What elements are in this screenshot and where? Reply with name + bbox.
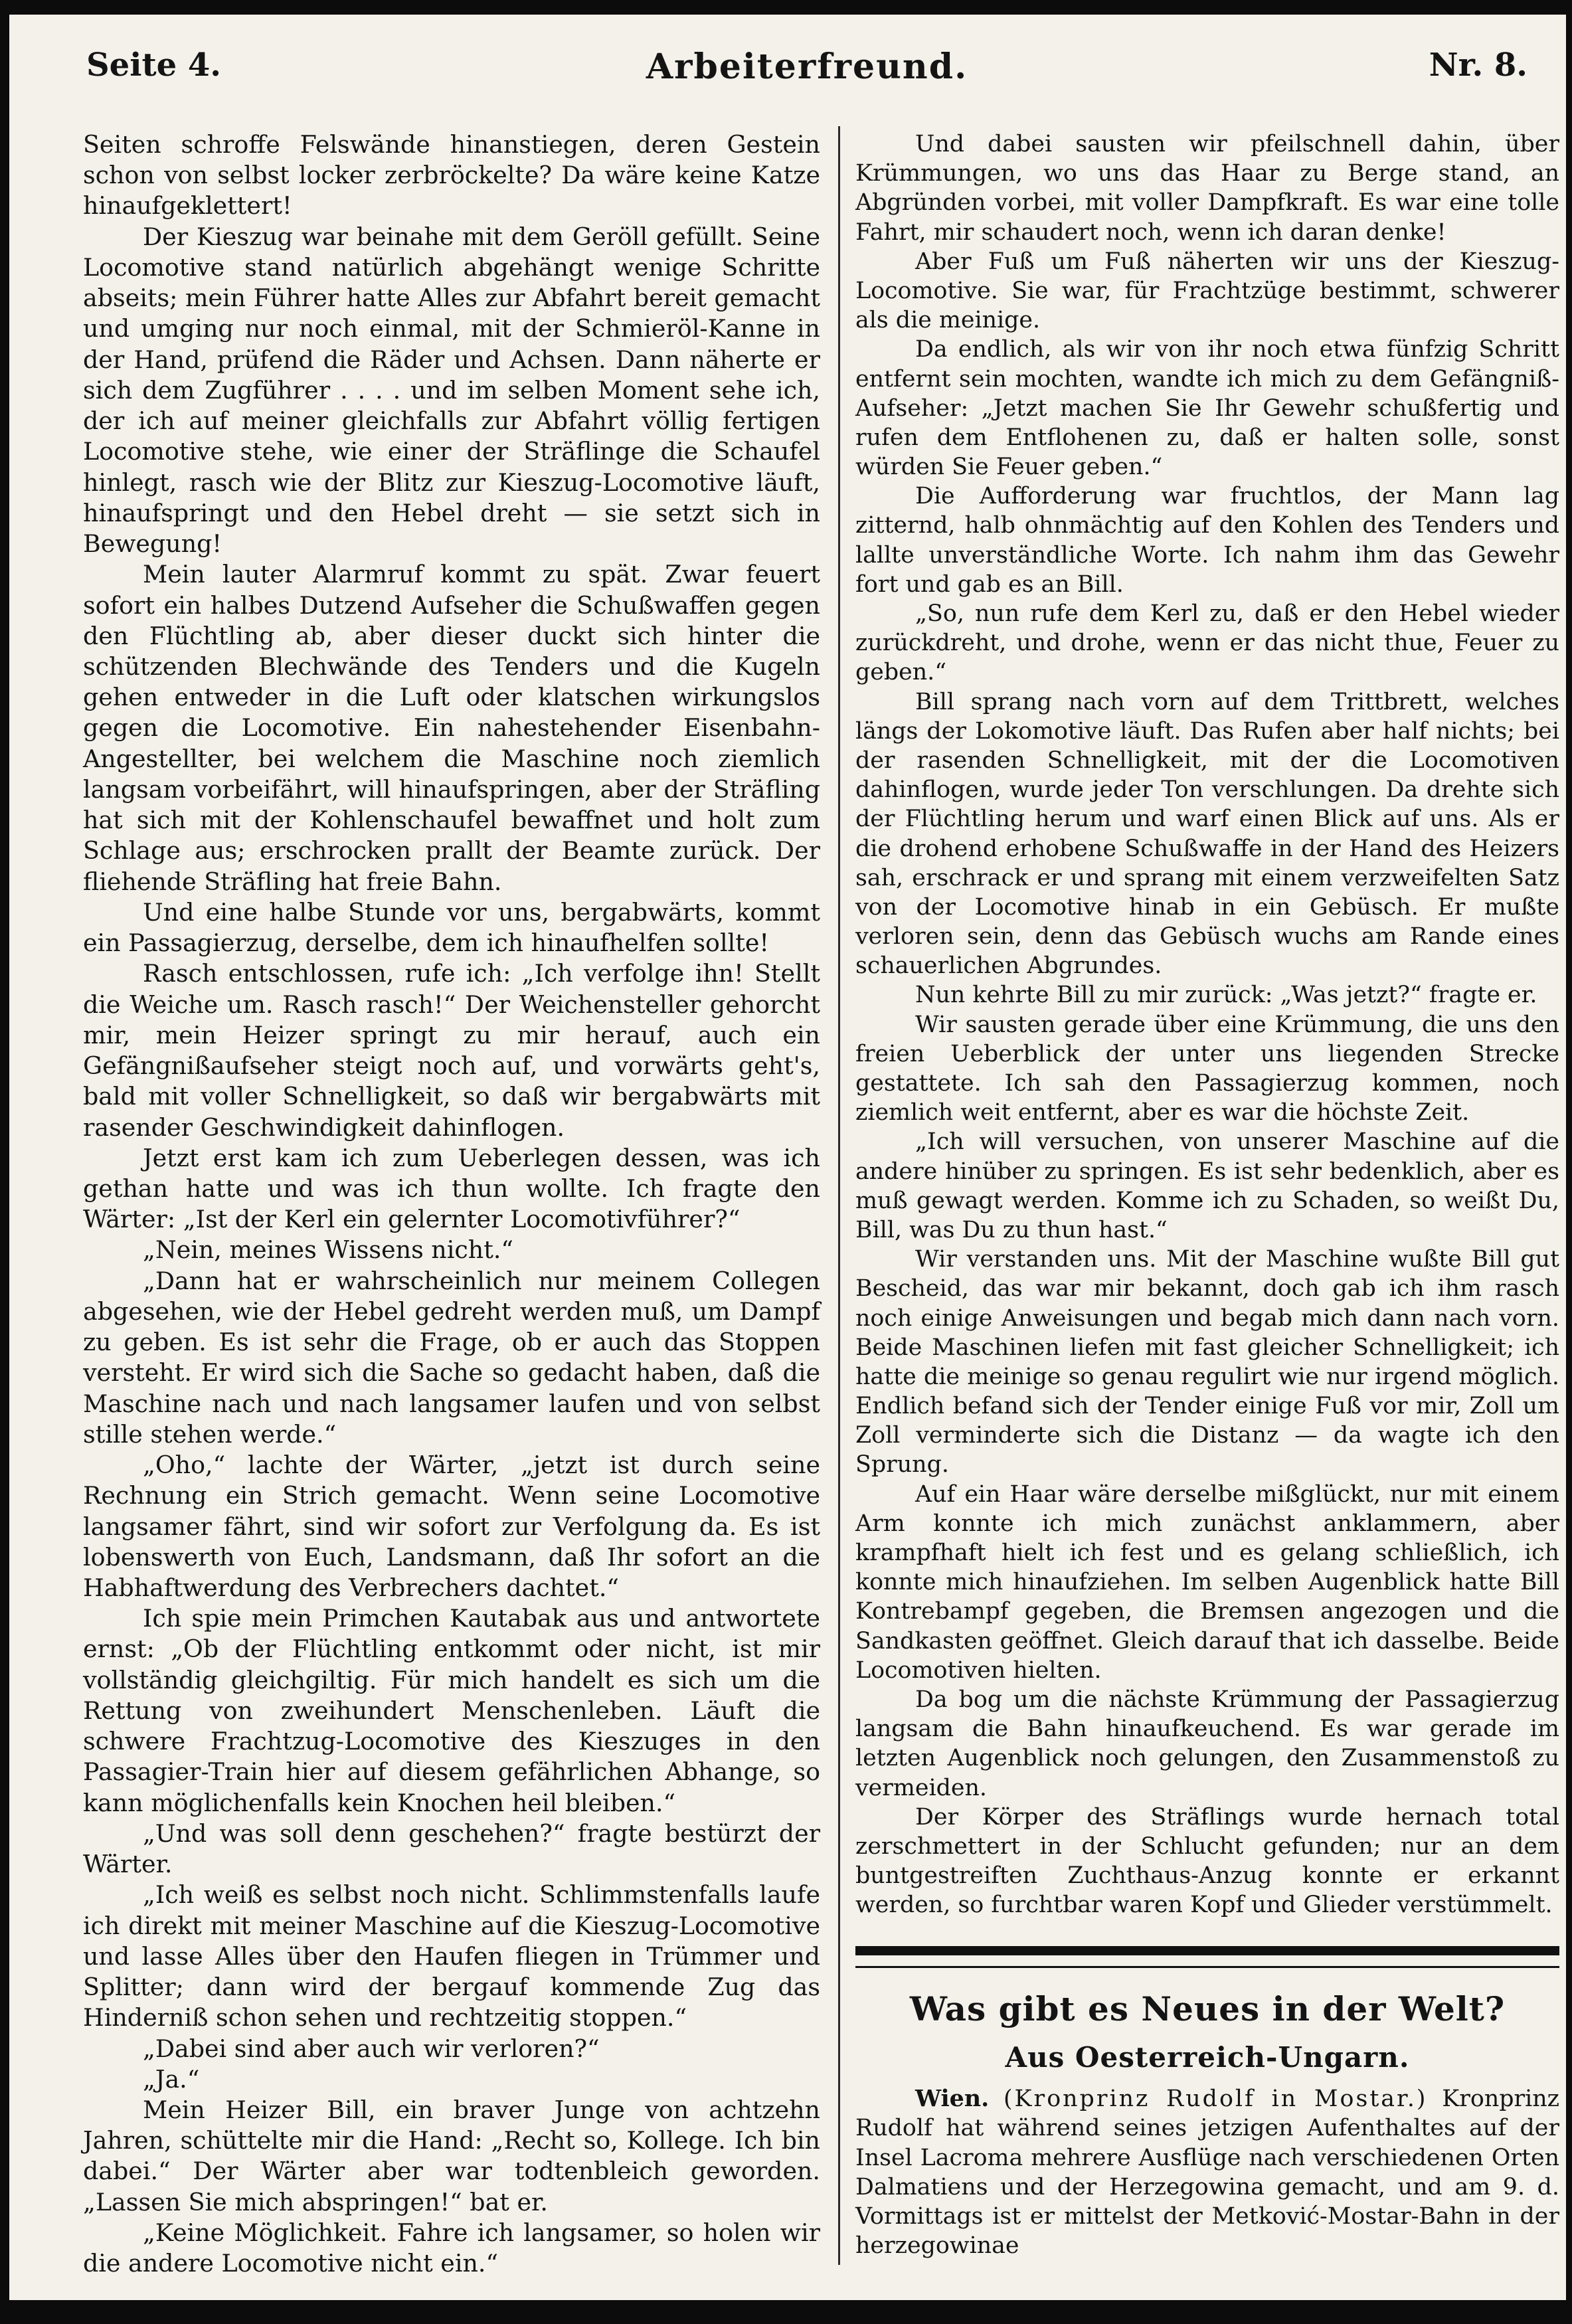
- story-paragraph: „Ich weiß es selbst noch nicht. Schlimmstenfalls laufe ich direkt mit meiner Maschine auf die Kieszug-Locomotive und lasse Alles über den Haufen fliegen in Trümmer und Splitter; dann wird der bergauf kommende Zug das Hinderniß schon sehen und rechtzeitig stoppen.“: [83, 1880, 820, 2032]
- news-headline: (Kronprinz Rudolf in Mostar.): [1003, 2086, 1428, 2113]
- left-column: [83, 130, 820, 2279]
- story-paragraph: Nun kehrte Bill zu mir zurück: „Was jetzt?“ fragte er.: [915, 982, 1537, 1009]
- news-section-title: Was gibt es Neues in der Welt?: [909, 1989, 1506, 2029]
- story-paragraph: „Oho,“ lachte der Wärter, „jetzt ist durch seine Rechnung ein Strich gemacht. Wenn seine Locomotive langsamer fährt, sind wir sofort zur Verfolgung da. Es ist lobenswerth von Euch, Landsmann, daß Ihr sofort an die Habhaftwerdung des Verbrechers dachtet.“: [83, 1451, 820, 1603]
- story-paragraph: Wir verstanden uns. Mit der Maschine wußte Bill gut Bescheid, das war mir bekannt, doch gab ich ihm rasch noch einige Anweisungen und begab mich dann nach vorn. Beide Maschinen liefen mit fast gleicher Schnelligkeit; ich hatte die meinige so genau regulirt wie nur irgend möglich. Endlich befand sich der Tender einige Fuß vor mir, Zoll um Zoll verminderte sich die Distanz — da wagte ich den Sprung.: [855, 1246, 1559, 1478]
- issue-number: Nr. 8.: [1429, 46, 1528, 84]
- news-dateline: Wien.: [915, 2085, 990, 2113]
- story-paragraph: Die Aufforderung war fruchtlos, der Mann lag zitternd, halb ohnmächtig auf den Kohlen des Tenders und lallte unverständliche Worte. Ich nahm ihm das Gewehr fort und gab es an Bill.: [855, 483, 1559, 598]
- news-body: Kronprinz Rudolf hat während seines jetzigen Aufenthaltes auf der Insel Lacroma mehrere Ausflüge nach verschiedenen Orten Dalmatiens und der Herzegowina gemacht, und am 9. d. Vormittags ist er mittelst der Metković-Mostar-Bahn in der herzegowinae: [855, 2086, 1560, 2260]
- story-paragraph: Seiten schroffe Felswände hinanstiegen, deren Gestein schon von selbst locker zerbröckelte? Da wäre keine Katze hinaufgeklettert!: [83, 130, 820, 221]
- section-rule-thin: [855, 1966, 1559, 1968]
- story-paragraph: Wir sausten gerade über eine Krümmung, die uns den freien Ueberblick der unter uns liegenden Strecke gestattete. Ich sah den Passagierzug kommen, noch ziemlich weit entfernt, aber es war die höchste Zeit.: [855, 1011, 1559, 1126]
- story-paragraph: Mein lauter Alarmruf kommt zu spät. Zwar feuert sofort ein halbes Dutzend Aufseher die Schußwaffen gegen den Flüchtling ab, aber dieser duckt sich hinter die schützenden Blechwände des Tenders und die Kugeln gehen entweder in die Luft oder klatschen wirkungslos gegen die Locomotive. Ein nahestehender Eisenbahn-Angestellter, bei welchem die Maschine noch ziemlich langsam vorbeifährt, will hinaufspringen, aber der Sträfling hat sich mit der Kohlenschaufel bewaffnet und holt zum Schlage aus; erschrocken prallt der Beamte zurück. Der fliehende Sträfling hat freie Bahn.: [83, 560, 820, 896]
- column-divider: [838, 126, 840, 2265]
- story-paragraph: Der Körper des Sträflings wurde hernach total zerschmettert in der Schlucht gefunden; nur an dem buntgestreiften Zuchthaus-Anzug konnte er erkannt werden, so furchtbar waren Kopf und Glieder verstümmelt.: [855, 1803, 1559, 1919]
- story-paragraph: Der Kieszug war beinahe mit dem Geröll gefüllt. Seine Locomotive stand natürlich abgehängt wenige Schritte abseits; mein Führer hatte Alles zur Abfahrt bereit gemacht und umging nur noch einmal, mit der Schmieröl-Kanne in der Hand, prüfend die Räder und Achsen. Dann näherte er sich dem Zugführer . . . . und im selben Moment sehe ich, der ich auf meiner gleichfalls zur Abfahrt völlig fertigen Locomotive stehe, wie einer der Sträflinge die Schaufel hinlegt, rasch wie der Blitz zur Kieszug-Locomotive läuft, hinaufspringt und den Hebel dreht — sie setzt sich in Bewegung!: [83, 222, 820, 559]
- story-paragraph: „Dann hat er wahrscheinlich nur meinem Collegen abgesehen, wie der Hebel gedreht werden muß, um Dampf zu geben. Es ist sehr die Frage, ob er auch das Stoppen versteht. Er wird sich die Sache so gedacht haben, daß die Maschine nach und nach langsamer laufen und von selbst stille stehen werde.“: [83, 1266, 820, 1449]
- story-paragraph: „Nein, meines Wissens nicht.“: [143, 1235, 513, 1265]
- right-column: [855, 130, 1559, 2260]
- story-paragraph: Und dabei sausten wir pfeilschnell dahin, über Krümmungen, wo uns das Haar zu Berge stand, an Abgründen vorbei, mit voller Dampfkraft. Es war eine tolle Fahrt, mir schaudert noch, wenn ich daran denke!: [855, 131, 1559, 246]
- story-paragraph: Jetzt erst kam ich zum Ueberlegen dessen, was ich gethan hatte und was ich thun wollte. Ich fragte den Wärter: „Ist der Kerl ein gelernter Locomotivführer?“: [83, 1143, 820, 1234]
- news-paragraph: [855, 2084, 1559, 2260]
- story-paragraph: Auf ein Haar wäre derselbe mißglückt, nur mit einem Arm konnte ich mich zunächst anklammern, aber krampfhaft hielt ich fest und es gelang schließlich, ich konnte mich hinaufziehen. Im selben Augenblick hatte Bill Kontrebampf gegeben, die Bremsen angezogen und die Sandkasten geöffnet. Gleich darauf that ich dasselbe. Beide Locomotiven hielten.: [855, 1480, 1559, 1684]
- scan-edge-bottom: [0, 2300, 1572, 2324]
- story-paragraph: Da bog um die nächste Krümmung der Passagierzug langsam die Bahn hinaufkeuchend. Es war gerade im letzten Augenblick noch gelungen, den Zusammenstoß zu vermeiden.: [855, 1686, 1559, 1801]
- story-paragraph: „Ja.“: [143, 2064, 200, 2094]
- story-paragraph: Und eine halbe Stunde vor uns, bergabwärts, kommt ein Passagierzug, derselbe, dem ich hinaufhelfen sollte!: [83, 897, 820, 958]
- story-paragraph: „Ich will versuchen, von unserer Maschine auf die andere hinüber zu springen. Es ist sehr bedenklich, aber es muß gewagt werden. Komme ich zu Schaden, so weißt Du, Bill, was Du zu thun hast.“: [855, 1128, 1559, 1243]
- story-paragraph: „Dabei sind aber auch wir verloren?“: [143, 2034, 600, 2063]
- story-paragraph: Mein Heizer Bill, ein braver Junge von achtzehn Jahren, schüttelte mir die Hand: „Recht so, Kollege. Ich bin dabei.“ Der Wärter aber war todtenbleich geworden. „Lassen Sie mich abspringen!“ bat er.: [83, 2096, 820, 2216]
- scan-edge-right: [1566, 0, 1572, 2324]
- masthead: Arbeiterfreund.: [646, 46, 968, 87]
- scan-edge-left: [0, 0, 9, 2324]
- story-paragraph: „So, nun rufe dem Kerl zu, daß er den Hebel wieder zurückdreht, und drohe, wenn er das nicht thue, Feuer zu geben.“: [855, 600, 1559, 686]
- story-paragraph: „Keine Möglichkeit. Fahre ich langsamer, so holen wir die andere Locomotive nicht ein.“: [83, 2218, 820, 2278]
- page-header: [86, 46, 1528, 100]
- page-number: Seite 4.: [86, 46, 221, 84]
- story-paragraph: „Und was soll denn geschehen?“ fragte bestürzt der Wärter.: [83, 1819, 820, 1879]
- scan-edge-top: [0, 0, 1572, 15]
- right-column-story: [855, 130, 1559, 1920]
- story-paragraph: Aber Fuß um Fuß näherten wir uns der Kieszug-Locomotive. Sie war, für Frachtzüge bestimmt, schwerer als die meinige.: [855, 248, 1559, 334]
- news-section-subtitle: Aus Oesterreich-Ungarn.: [1005, 2040, 1410, 2074]
- section-rule: [855, 1946, 1559, 1955]
- story-paragraph: Rasch entschlossen, rufe ich: „Ich verfolge ihn! Stellt die Weiche um. Rasch rasch!“ Der Weichensteller gehorcht mir, mein Heizer springt zu mir herauf, auch ein Gefängnißaufseher steigt noch auf, und vorwärts geht's, bald mit voller Schnelligkeit, so daß wir bergabwärts mit rasender Geschwindigkeit dahinflogen.: [83, 959, 820, 1142]
- story-paragraph: Da endlich, als wir von ihr noch etwa fünfzig Schritt entfernt sein mochten, wandte ich mich zu dem Gefängniß-Aufseher: „Jetzt machen Sie Ihr Gewehr schußfertig und rufen dem Entflohenen zu, daß er halten solle, sonst würden Sie Feuer geben.“: [855, 336, 1559, 481]
- story-paragraph: Ich spie mein Primchen Kautabak aus und antwortete ernst: „Ob der Flüchtling entkommt oder nicht, ist mir vollständig gleichgiltig. Für mich handelt es sich um die Rettung von zweihundert Menschenleben. Läuft die schwere Frachtzug-Locomotive des Kieszuges in den Passagier-Train hier auf diesem gefährlichen Abhange, so kann möglichenfalls kein Knochen heil bleiben.“: [83, 1604, 820, 1817]
- story-paragraph: Bill sprang nach vorn auf dem Trittbrett, welches längs der Lokomotive läuft. Das Rufen aber half nichts; bei der rasenden Schnelligkeit, mit der die Locomotiven dahinflogen, wurde jeder Ton verschlungen. Da drehte sich der Flüchtling herum und warf einen Blick auf uns. Als er die drohend erhobene Schußwaffe in der Hand des Heizers sah, erschrack er und sprang mit einem verzweifelten Satz von der Locomotive hinab in ein Gebüsch. Er mußte verloren sein, denn das Gebüsch wuchs am Rande eines schauerlichen Abgrundes.: [855, 688, 1559, 980]
